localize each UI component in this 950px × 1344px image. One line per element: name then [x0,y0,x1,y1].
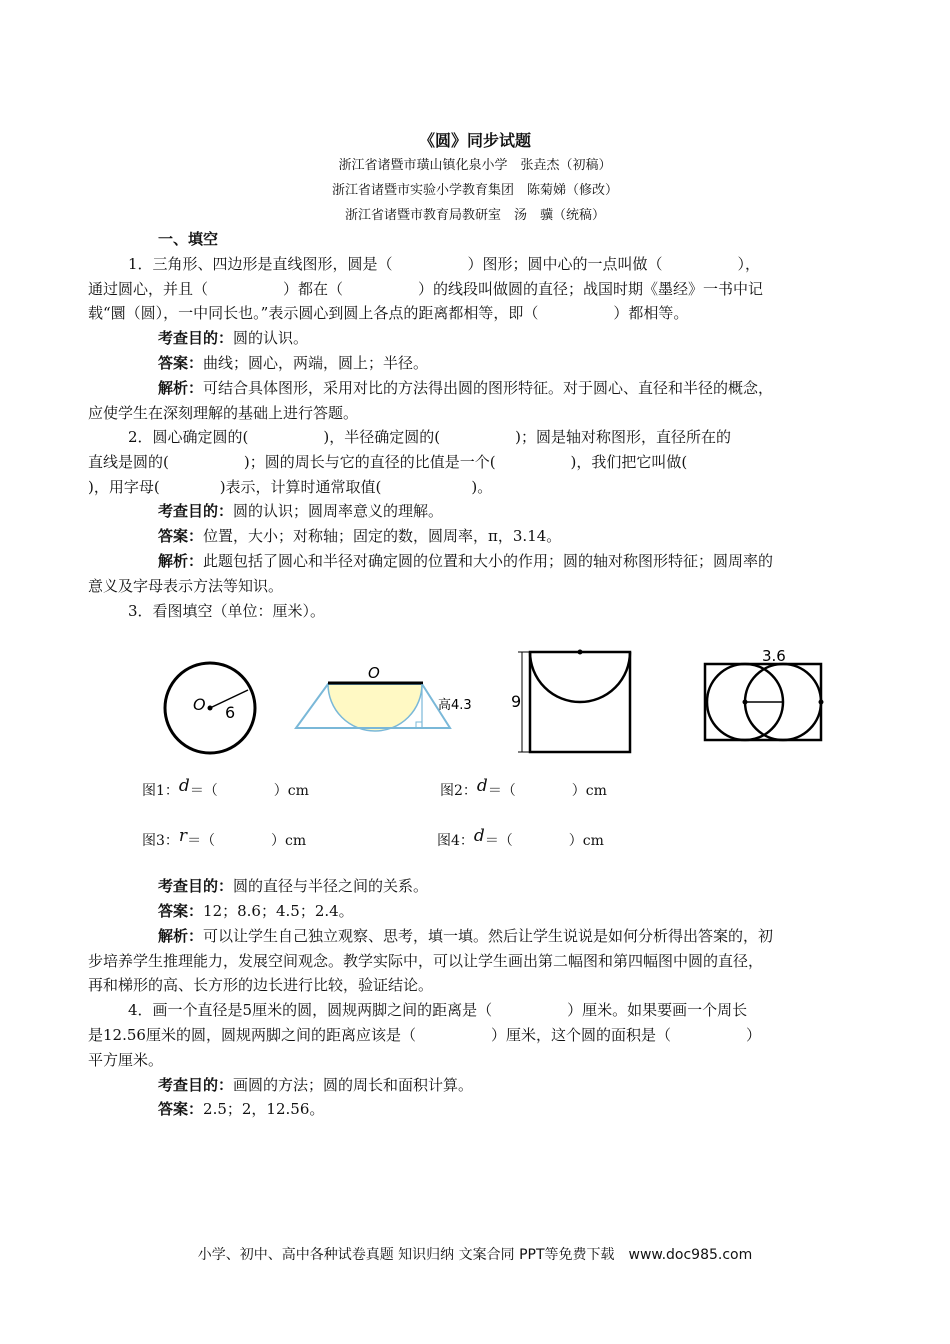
fig1-radius-label: 6 [225,703,236,722]
q2-line-1: 2．圆心确定圆的( )，半径确定圆的( )；圆是轴对称图形，直径所在的 [128,428,731,446]
footer-text: 小学、初中、高中各种试卷真题 知识归纳 文案合同 PPT等免费下载 www.doc985.com [197,1247,753,1263]
figure-1-circle [160,660,260,760]
q4-line-3: 平方厘米。 [88,1051,164,1069]
fig4-width-label: 3.6 [762,647,786,665]
fig3-caption: 图3：r＝（ ）cm [142,826,307,849]
q3-purpose: 考查目的：圆的直径与半径之间的关系。 [158,877,429,895]
q4-line-2: 是12.56厘米的圆，圆规两脚之间的距离应该是（ ）厘米，这个圆的面积是（ ） [88,1026,761,1044]
fig4-caption: 图4：d＝（ ）cm [437,826,604,849]
q1-line-2: 通过圆心，并且（ ）都在（ ）的线段叫做圆的直径；战国时期《墨经》一书中记 [88,280,764,298]
author-line-1: 浙江省诸暨市璜山镇化泉小学 张垚杰（初稿） [338,158,612,173]
q1-analysis: 解析：可结合具体图形，采用对比的方法得出圆的图形特征。对于圆心、直径和半径的概念， [158,379,774,397]
fig2-center-label: O [368,664,380,682]
page-title: 《圆》同步试题 [418,131,531,150]
q3-analysis: 解析：可以让学生自己独立观察、思考，填一填。然后让学生说说是如何分析得出答案的，初 [158,927,774,945]
q1-line-3: 载“圜（圆），一中同长也。”表示圆心到圆上各点的距离都相等，即（ ）都相等。 [88,304,689,322]
q1-purpose: 考查目的：圆的认识。 [158,329,309,347]
figure-2-trapezoid [290,662,490,732]
figure-4-rectangle [700,644,830,744]
q3-analysis-cont-1: 步培养学生推理能力，发展空间观念。教学实际中，可以让学生画出第二幅图和第四幅图中圆的直径， [88,952,764,970]
q1-line-1: 1．三角形、四边形是直线图形，圆是（ ）图形；圆中心的一点叫做（ ）， [128,255,761,273]
q2-answer: 答案：位置，大小；对称轴；固定的数，圆周率，π，3.14。 [158,527,562,545]
fig3-side-label: 9 [511,692,522,711]
author-line-3: 浙江省诸暨市教育局教研室 汤 骥（统稿） [344,208,605,223]
fig2-caption: 图2：d＝（ ）cm [440,776,607,799]
q3-answer: 答案：12；8.6；4.5；2.4。 [158,902,354,920]
q3-analysis-cont-2: 再和梯形的高、长方形的边长进行比较，验证结论。 [88,976,434,994]
q1-analysis-cont: 应使学生在深刻理解的基础上进行答题。 [88,404,359,422]
fig1-caption: 图1：d＝（ ）cm [142,776,309,799]
q3-line-1: 3．看图填空（单位：厘米）。 [128,602,326,620]
q2-analysis-cont: 意义及字母表示方法等知识。 [88,577,284,595]
q1-answer: 答案：曲线；圆心，两端，圆上；半径。 [158,354,429,372]
q2-line-3: )，用字母( )表示，计算时通常取值( )。 [88,478,493,496]
section-title: 一、填空 [158,230,219,248]
q2-line-2: 直线是圆的( )；圆的周长与它的直径的比值是一个( )，我们把它叫做( [88,453,718,471]
q2-purpose: 考查目的：圆的认识；圆周率意义的理解。 [158,502,444,520]
author-line-2: 浙江省诸暨市实验小学教育集团 陈菊娣（修改） [331,183,618,198]
figure-3-square [508,646,638,758]
q4-answer: 答案：2.5；2，12.56。 [158,1100,325,1118]
fig1-center-label: O [193,695,206,714]
q4-line-1: 4．画一个直径是5厘米的圆，圆规两脚之间的距离是（ ）厘米。如果要画一个周长 [128,1001,748,1019]
q2-analysis: 解析：此题包括了圆心和半径对确定圆的位置和大小的作用；圆的轴对称图形特征；圆周率的 [158,552,774,570]
q4-purpose: 考查目的：画圆的方法；圆的周长和面积计算。 [158,1076,474,1094]
fig2-height-label: 高4.3 [438,698,472,713]
